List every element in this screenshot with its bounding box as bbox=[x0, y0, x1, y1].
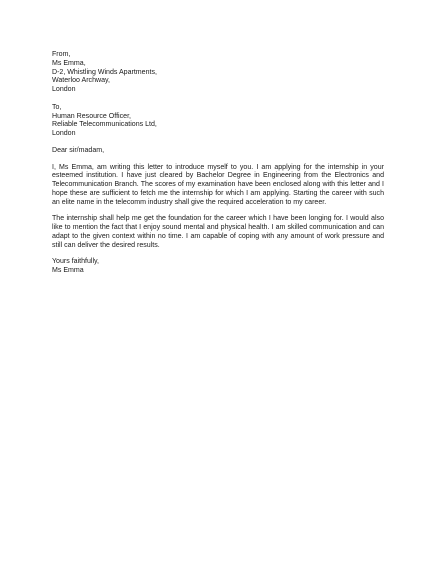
spacer bbox=[52, 250, 384, 258]
sender-name: Ms Emma, bbox=[52, 59, 86, 67]
recipient-address-block bbox=[52, 104, 384, 139]
sender-address-line1: D-2, Whistling Winds Apartments, bbox=[52, 68, 157, 76]
spacer bbox=[52, 139, 384, 147]
closing-block bbox=[52, 258, 384, 276]
sender-address-block bbox=[52, 51, 384, 95]
salutation: Dear sir/madam, bbox=[52, 146, 105, 154]
body-paragraph-2: The internship shall help me get the foundation for the career which I have been longing for. I would also like to mention the fact that I enjoy sound mental and physical health. I am skilled communication and can adapt to the given context within no time. I am capable of coping with any amount of work pressure and still can deliver the desired results. bbox=[52, 215, 384, 249]
body-paragraph-1: I, Ms Emma, am writing this letter to introduce myself to you. I am applying for the internship in your esteemed institution. I have just cleared by Bachelor Degree in Engineering from the Electronics and Telecommunication Branch. The scores of my examination have been enclosed along with this letter and I hope these are sufficient to fetch me the internship for which I am applying. Starting the career with such an elite name in the telecomm industry shall give the required acceleration to my career. bbox=[52, 163, 384, 206]
spacer bbox=[52, 156, 384, 164]
recipient-company: Reliable Telecommunications Ltd, bbox=[52, 121, 157, 129]
sender-label: From, bbox=[52, 51, 71, 58]
recipient-label: To, bbox=[52, 103, 62, 111]
sender-city: London bbox=[52, 86, 76, 93]
sender-address-line2: Waterloo Archway, bbox=[52, 77, 110, 85]
recipient-city: London bbox=[52, 130, 76, 137]
spacer bbox=[52, 207, 384, 215]
letter-body bbox=[52, 51, 384, 276]
signature-name: Ms Emma bbox=[52, 267, 84, 274]
spacer bbox=[52, 95, 384, 104]
valediction: Yours faithfully, bbox=[52, 258, 100, 266]
recipient-title: Human Resource Officer, bbox=[52, 112, 131, 120]
